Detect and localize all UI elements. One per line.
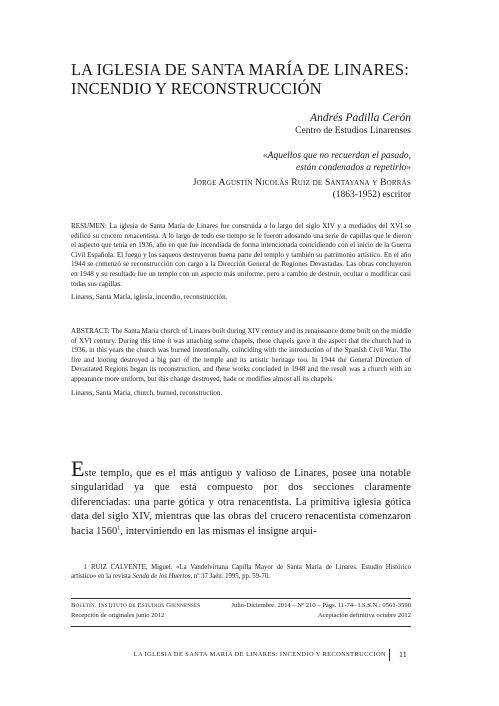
resumen-block bbox=[71, 222, 411, 303]
abstract-keywords: Linares, Santa Maria, church, burned, reconstruction. bbox=[71, 388, 223, 397]
journal-issue: Julio-Diciembre. 2014 – Nº 210 – Págs. 11-74– I.S.S.N.: 0561-3590 bbox=[231, 602, 411, 609]
article-title bbox=[71, 60, 431, 98]
epigraph-line-1: «Aquellos que no recuerdan el pasado, bbox=[262, 151, 411, 161]
epigraph-author: Jorge Agustín Nicolás Ruiz de Santayana y Borrás bbox=[192, 178, 411, 188]
epigraph-years: (1863-1952) escritor bbox=[332, 190, 411, 200]
author-affiliation: Centro de Estudios Linarenses bbox=[295, 126, 411, 136]
body-text-part-1: ste templo, que es el más antiguo y valioso de Linares, posee una notable singularidad ya que está compuesto por dos secciones claramente diferenciadas: una parte gótica y otra renacentista. La primitiva iglesia gótica data del siglo XIV, mientras que las obras del crucero renacentista comenzaron hacia 1560 bbox=[71, 468, 411, 537]
body-text-part-2: , interviniendo en las mismas el insigne arqui- bbox=[120, 525, 317, 537]
resumen-keywords: Linares, Santa María, iglesia, incendio, reconstrucción. bbox=[71, 293, 228, 302]
page-number-separator bbox=[389, 649, 390, 661]
resumen-text: RESUMEN: La iglesia de Santa María de Linares fue construida a lo largo del siglo XIV y a mediados del XVI se edificó su crucero renacentista. A lo largo de todo ese tiempo se le fueron adosando una serie de capillas que le dieron el aspecto que tenía en 1936, año en que fue incendiada de forma intencionada coincidiendo con el inicio de la Guerra Civil Española. El fuego y los saqueos destruyeron buena parte del templo y también su patrimonio artístico. En el año 1944 se comenzó se reconstrucción con cargo a la Dirección General de Regiones Devastadas. Las obras concluyeron en 1948 y su resultado fue un templo con un aspecto más uniforme, pero a cambio de destruir, ocultar o modificar casi todas sus capillas. bbox=[71, 222, 411, 288]
footnote-number: 1 bbox=[83, 564, 87, 571]
received-date: Recepción de originales junio 2012 bbox=[71, 612, 165, 619]
accepted-date: Aceptación definitiva octubre 2012 bbox=[317, 612, 411, 619]
journal-name: Boletín. Instituto de Estudios Giennenses bbox=[71, 602, 201, 609]
page-number: 11 bbox=[399, 650, 407, 659]
title-line-2: INCENDIO Y RECONSTRUCCIÓN bbox=[71, 79, 322, 98]
divider-top bbox=[71, 598, 411, 599]
epigraph-quote bbox=[151, 150, 411, 174]
title-line-1: LA IGLESIA DE SANTA MARÍA DE LINARES: bbox=[71, 60, 409, 79]
footnote-reference[interactable]: 1 bbox=[117, 525, 121, 532]
running-head: LA IGLESIA DE SANTA MARÍA DE LINARES: INCENDIO Y RECONSTRUCCIÓN bbox=[133, 651, 386, 658]
epigraph-line-2: están condenados a repetirlo» bbox=[296, 163, 411, 173]
footnote-text-b: , nº 37 Jaén. 1995, pp. 59-70. bbox=[190, 573, 270, 580]
footnote-journal-title: Senda de los Huertos bbox=[132, 573, 191, 580]
footnote-text-a: RUIZ CALVENTE, Miguel. «La Vandelvirtana Capilla Mayor de Santa María de Linares. Estudio Histórico artístico» en la revista bbox=[71, 564, 411, 580]
divider-bottom bbox=[71, 626, 411, 627]
body-paragraph bbox=[71, 456, 411, 539]
author-name: Andrés Padilla Cerón bbox=[310, 112, 411, 124]
abstract-text: ABSTRACT: The Santa Maria church of Linares built during XIV century and its renaissance dome built on the middle of XVI century. During this time it was attaching some chapels, these chapels gave it the aspect that the church had in 1936, in this years the church was burned intentionally, coinciding with the introduction of the Spanish Civil War. The fire and looting destroyed a big part of the temple and its artistic heritage too. In 1944 the General Direction of Devastated Regions began its reconstruction, and these works concluded in 1948 and the result was a church with an appearance more uniform, but this change destroyed, hade or modifies almost all its chapels. bbox=[71, 327, 411, 383]
footnote bbox=[71, 563, 411, 581]
abstract-block bbox=[71, 327, 411, 398]
drop-cap: E bbox=[71, 456, 85, 481]
